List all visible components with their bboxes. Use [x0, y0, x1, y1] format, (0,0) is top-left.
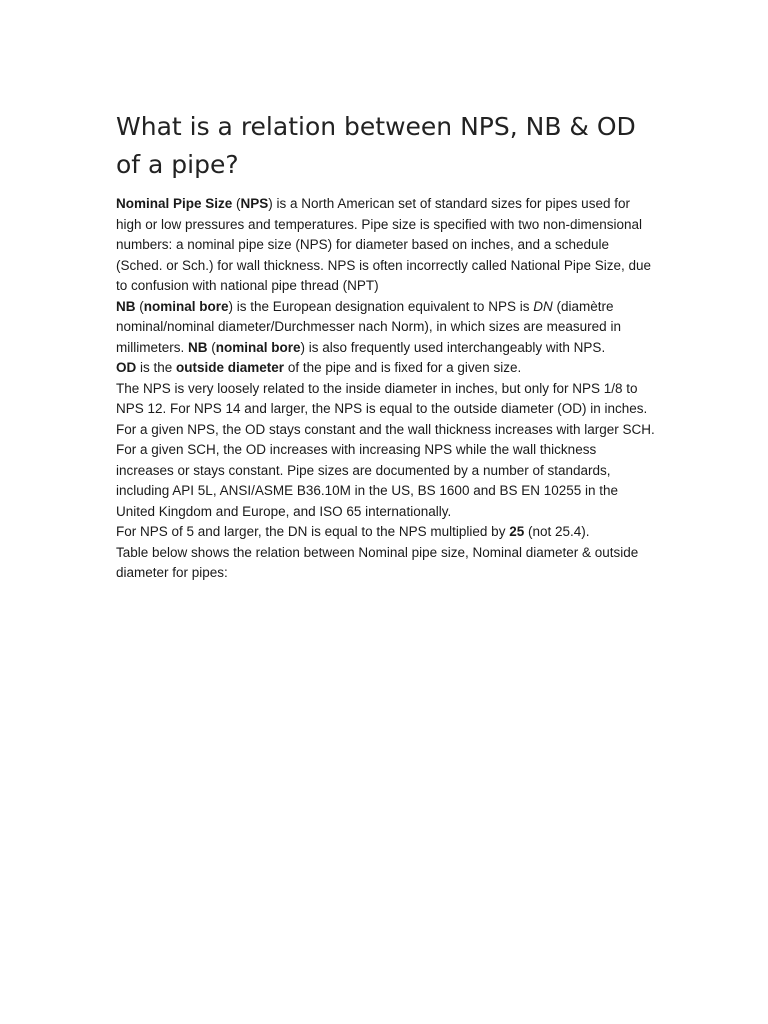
paragraph-nb-definition: NB (nominal bore) is the European designation equivalent to NPS is DN (diamètre nominal/nominal diameter/Durchmesser nach Norm), in which sizes are measured in millimeters. NB (nominal bore) is also frequently used interchangeably with NPS.	[116, 298, 621, 355]
paragraph-od-definition: OD is the outside diameter of the pipe and is fixed for a given size.	[116, 360, 522, 375]
term-outside-diameter: outside diameter	[176, 360, 285, 375]
term-nominal-bore-2: nominal bore	[215, 339, 301, 355]
term-nominal-bore: nominal bore	[143, 298, 229, 314]
paragraph-table-intro: Table below shows the relation between Nominal pipe size, Nominal diameter & outside diameter for pipes:	[116, 544, 639, 580]
paragraph-nps-relation: The NPS is very loosely related to the inside diameter in inches, but only for NPS 1/8 to NPS 12. For NPS 14 and larger, the NPS is equal to the outside diameter (OD) in inches. For a given NPS, the OD stays constant and the wall thickness increases with larger SCH. For a given SCH, the OD increases with increasing NPS while the wall thickness increases or stays constant. Pipe sizes are documented by a number of standards, including API 5L, ANSI/ASME B36.10M in the US, BS 1600 and BS EN 10255 in the United Kingdom and Europe, and ISO 65 internationally.	[116, 380, 655, 519]
abbr-nb: NB	[116, 298, 136, 314]
document-title: What is a relation between NPS, NB & OD of a pipe?	[116, 112, 636, 179]
document-body	[116, 194, 656, 584]
multiplier-value: 25	[509, 524, 525, 539]
document-page	[116, 108, 656, 584]
abbr-nps: NPS	[240, 196, 269, 211]
abbr-od: OD	[116, 360, 137, 375]
term-dn: DN	[533, 298, 553, 314]
paragraph-nps-definition: Nominal Pipe Size (NPS) is a North American set of standard sizes for pipes used for high or low pressures and temperatures. Pipe size is specified with two non-dimensional numbers: a nominal pipe size (NPS) for diameter based on inches, and a schedule (Sched. or Sch.) for wall thickness. NPS is often incorrectly called National Pipe Size, due to confusion with national pipe thread (NPT)	[116, 196, 651, 293]
abbr-nb-2: NB	[188, 339, 208, 355]
term-nominal-pipe-size: Nominal Pipe Size	[116, 196, 233, 211]
paragraph-dn-rule: For NPS of 5 and larger, the DN is equal to the NPS multiplied by 25 (not 25.4).	[116, 524, 590, 539]
